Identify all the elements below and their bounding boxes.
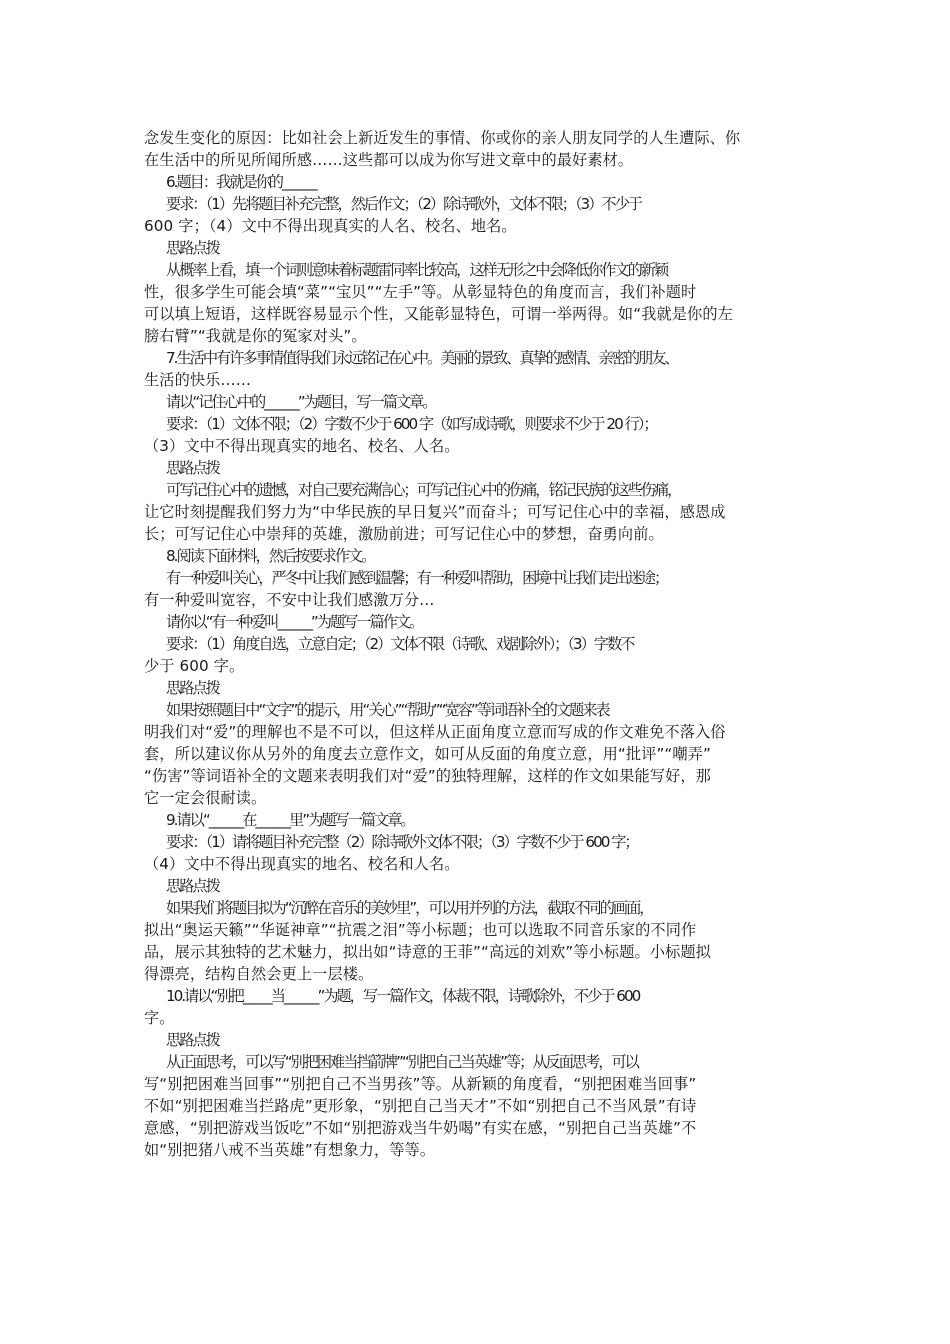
text-line: （3）文中不得出现真实的地名、校名、人名。: [144, 437, 460, 455]
text-line: 要求：（1）角度自选，立意自定；（2）文体不限（诗歌、戏剧除外）；（3）字数不: [166, 635, 634, 653]
text-line: 如“别把猪八戒不当英雄”有想象力，等等。: [144, 1141, 436, 1159]
text-line: 要求：（1）先将题目补充完整，然后作文；（2）除诗歌外，文体不限；（3）不少于: [166, 195, 641, 213]
text-line: 600 字；（4）文中不得出现真实的人名、校名、地名。: [144, 217, 517, 235]
text-line: 可以填上短语，这样既容易显示个性，又能彰显特色，可谓一举两得。如“我就是你的左: [144, 305, 733, 323]
text-line: 明我们对“爱”的理解也不是不可以，但这样从正面角度立意而写成的作文难免不落入俗: [144, 723, 726, 741]
text-line: 从正面思考，可以写“别把困难当挡箭牌”“别把自己当英雄”等；从反面思考，可以: [166, 1053, 638, 1071]
text-line: 性，很多学生可能会填“菜”“宝贝”“左手”等。从彰显特色的角度而言，我们补题时: [144, 283, 697, 301]
text-line: 从概率上看，填一个词则意味着标题雷同率比较高，这样无形之中会降低你作文的新颖: [166, 261, 668, 279]
text-line: 品，展示其独特的艺术魅力，拟出如“诗意的王菲”“高远的刘欢”等小标题。小标题拟: [144, 943, 711, 961]
text-line: 思路点拨: [166, 877, 219, 895]
text-line: 8.阅读下面材料，然后按要求作文。: [166, 547, 375, 565]
text-line: 得漂亮，结构自然会更上一层楼。: [144, 965, 374, 983]
text-line: 膀右臂”“我就是你的冤家对头”。: [144, 327, 367, 345]
text-line: 拟出“奥运天籁”“华诞神章”“抗震之泪”等小标题；也可以选取不同音乐家的不同作: [144, 921, 697, 939]
text-line: 有一种爱叫宽容，不安中让我们感激万分…: [144, 591, 435, 609]
text-line: （4）文中不得出现真实的地名、校名和人名。: [144, 855, 460, 873]
text-line: 少于 600 字。: [144, 657, 245, 675]
text-line: 思路点拨: [166, 239, 219, 257]
text-line: 生活的快乐……: [144, 371, 252, 389]
text-line: 请以“记住心中的______”为题目，写一篇文章。: [166, 393, 436, 411]
text-line: 意感，“别把游戏当饭吃”不如“别把游戏当牛奶喝”有实在感，“别把自己当英雄”不: [144, 1119, 697, 1137]
text-line: “伤害”等词语补全的文题来表明我们对“爱”的独特理解，这样的作文如果能写好，那: [144, 767, 711, 785]
text-line: 思路点拨: [166, 459, 219, 477]
text-line: 让它时刻提醒我们努力为“中华民族的早日复兴”而奋斗；可写记住心中的幸福，感恩成: [144, 503, 726, 521]
text-line: 要求：（1）文体不限；（2）字数不少于 600 字（如写成诗歌，则要求不少于 20 行）；: [166, 415, 657, 433]
text-line: 有一种爱叫关心，严冬中让我们感到温馨；有一种爱叫帮助，困境中让我们走出迷途；: [166, 569, 668, 587]
text-line: 要求：（1）请将题目补充完整（2）除诗歌外文体不限；（3）字数不少于 600 字；: [166, 833, 638, 851]
text-line: 如果我们将题目拟为“沉醉在音乐的美妙里”，可以用并列的方法，截取不同的画面，: [166, 899, 653, 917]
text-line: 可写记住心中的遗憾，对自己要充满信心；可写记住心中的伤痛，铭记民族的这些伤痛，: [166, 481, 681, 499]
text-line: 7.生活中有许多事情值得我们永远铭记在心中。美丽的景致、真挚的感情、亲密的朋友、: [166, 349, 678, 367]
text-line: 字。: [144, 1009, 175, 1027]
text-line: 念发生变化的原因：比如社会上新近发生的事情、你或你的亲人朋友同学的人生遭际、你: [144, 129, 741, 147]
text-line: 长；可写记住心中崇拜的英雄，激励前进；可写记住心中的梦想，奋勇向前。: [144, 525, 664, 543]
text-line: 请你以“有一种爱叫______”为题写一篇作文。: [166, 613, 423, 631]
text-line: 思路点拨: [166, 1031, 219, 1049]
text-line: 不如“别把困难当拦路虎”更形象，“别把自己当天才”不如“别把自己不当风景”有诗: [144, 1097, 697, 1115]
text-line: 在生活中的所见所闻所感……这些都可以成为你写进文章中的最好素材。: [144, 151, 634, 169]
text-line: 套，所以建议你从另外的角度去立意作文，如可从反面的角度立意，用“批评”“嘲弄”: [144, 745, 711, 763]
text-line: 思路点拨: [166, 679, 219, 697]
document-page: [144, 127, 814, 1161]
text-line: 6.题目：我就是你的______: [166, 173, 316, 191]
text-line: 它一定会很耐读。: [144, 789, 267, 807]
text-line: 9.请以“______在______里”为题写一篇文章。: [166, 811, 414, 829]
text-line: 如果按照题目中“文字”的提示，用“关心”“帮助”“宽容”等词语补全的文题来表: [166, 701, 609, 719]
text-line: 10.请以“别把_____当______”为题，写一篇作文，体裁不限，诗歌除外，不少于 600: [166, 987, 640, 1005]
text-line: 写“别把困难当回事”“别把自己不当男孩”等。从新颖的角度看，“别把困难当回事”: [144, 1075, 697, 1093]
